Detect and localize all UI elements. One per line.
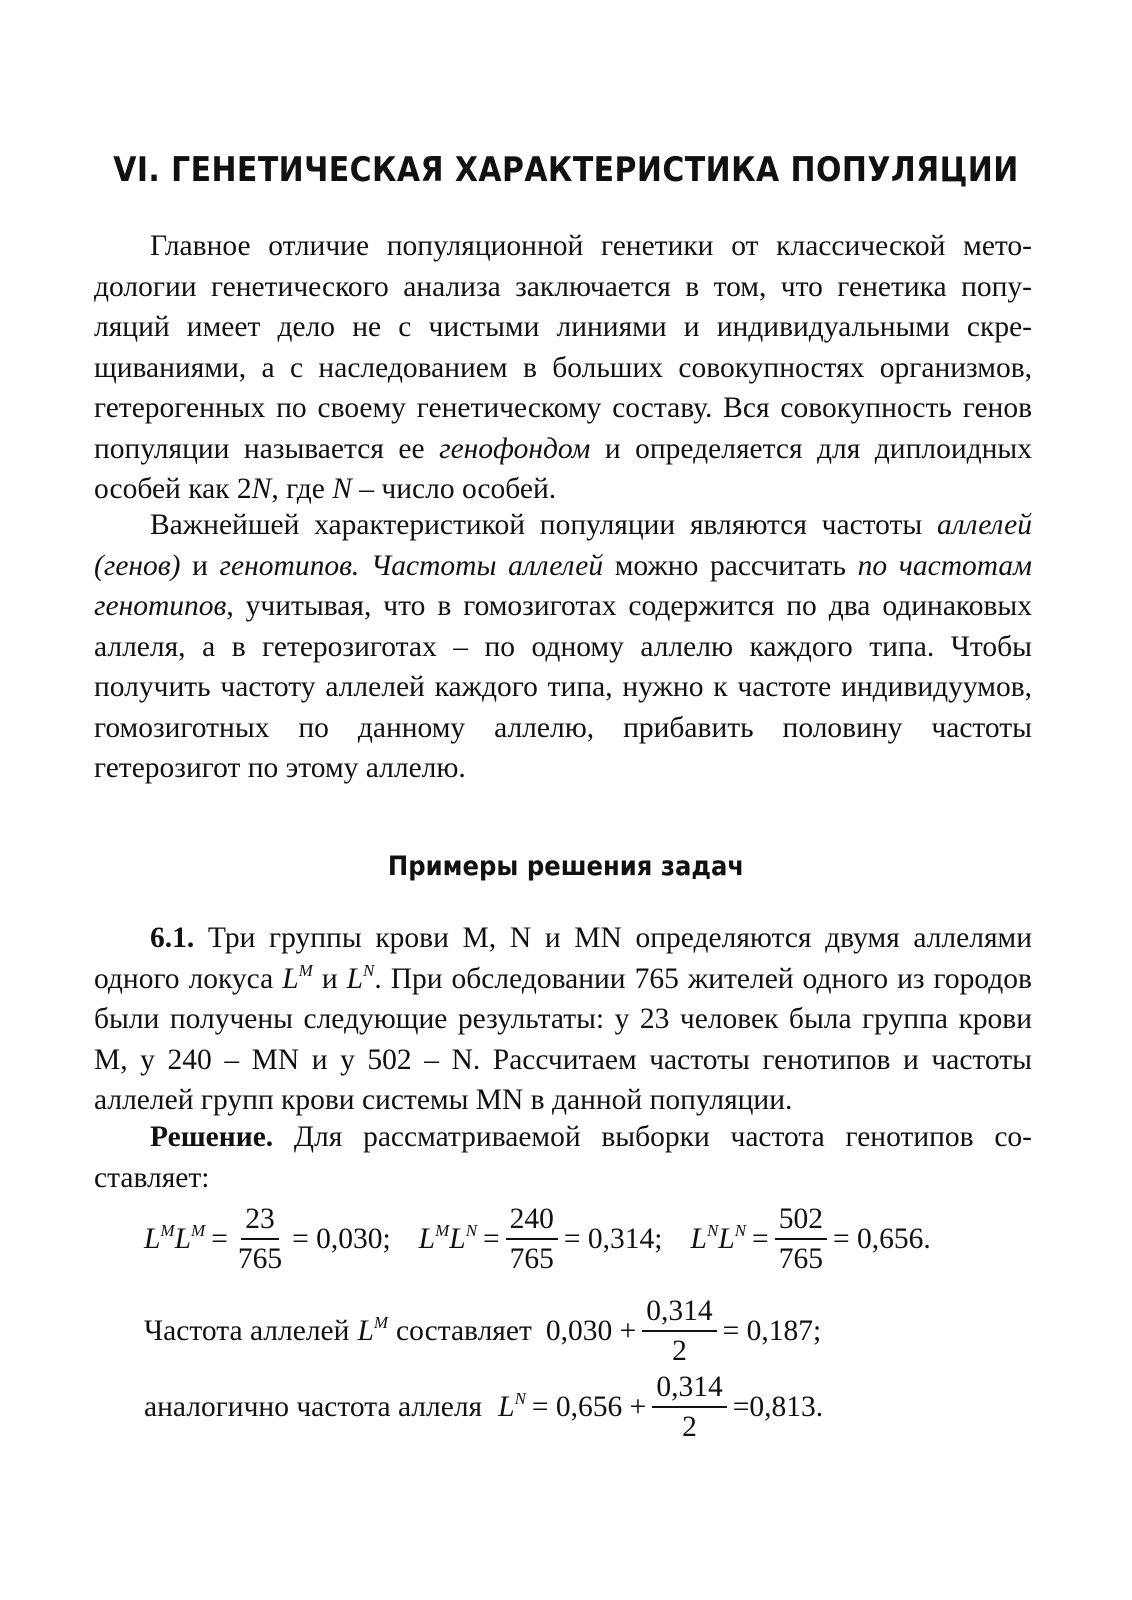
allele-m-frequency bbox=[144, 1296, 821, 1366]
p2-text-a: Важнейшей характеристикой популяции являются частоты bbox=[150, 509, 937, 541]
fraction-mn: $\frac{240}{765}$ bbox=[506, 1204, 558, 1274]
solution-label: Решение. bbox=[150, 1121, 274, 1153]
problem-text-c: . При обследовании 765 жителей одного из городов были получены следующие результаты: у 23 человек была группа крови M, у 240 – MN и у 502 – N. Рассчитаем частоты генотипов и частоты аллелей групп крови системы MN в данной популяции. bbox=[94, 962, 1032, 1116]
chapter-title: VI. ГЕНЕТИЧЕСКАЯ ХАРАКТЕРИСТИКА ПОПУЛЯЦИИ bbox=[113, 150, 1019, 190]
p2-text-b: и bbox=[180, 549, 220, 582]
result-mn: = 0,314; bbox=[563, 1223, 663, 1255]
examples-title: Примеры решения задач bbox=[387, 851, 745, 882]
fraction-nn: $\frac{502}{765}$ bbox=[775, 1204, 827, 1274]
freq-m-verb: составляет bbox=[396, 1315, 532, 1347]
allele-ln-symbol: $L^N$ bbox=[346, 960, 375, 995]
result-nn: = 0,656. bbox=[832, 1223, 931, 1255]
p1-text-a: Главное отличие популяционной генетики от классической методологии генетического анализа заключается в том, что генетика популяций имеет дело не с чистыми линиями и индивидуальными скрещиваниями, а с наследованием в больших совокупностях организмов, гетерогенных по своему генетическому составу. Вся совокупность генов популяции называется ее bbox=[94, 230, 1032, 465]
genotype-lmln: $L^ML^N$ bbox=[418, 1221, 478, 1255]
p2-text-d: , учитывая, что в гомозиготах содержится по два одинаковых аллеля, а в гетерозиготах – по одному аллелю каждого типа. Чтобы получить частоту аллелей каждого типа, нужно к частоте индивидуумов, гомозиготных по данному аллелю, прибавить половину частоты гетерозигот по этому аллелю. bbox=[94, 590, 1032, 784]
fraction-half-heterozygotes: $\frac{0,314}{2}$ bbox=[642, 1296, 716, 1366]
solution-paragraph bbox=[94, 1117, 1032, 1198]
allele-lm-symbol: $L^M$ bbox=[357, 1313, 389, 1347]
freq-m-label: Частота аллелей bbox=[144, 1315, 350, 1347]
problem-paragraph bbox=[94, 918, 1032, 1121]
symbol-n: N bbox=[251, 473, 272, 505]
problem-text-a: Три группы крови M, N и MN определяются двумя аллелями одного локуса bbox=[94, 922, 1032, 995]
solution-text: Для рассматриваемой выборки частота генотипов составляет: bbox=[94, 1121, 1032, 1194]
term-genofond: генофондом bbox=[439, 432, 591, 465]
freq-n-label: аналогично частота аллеля bbox=[144, 1391, 483, 1423]
intro-paragraph-2 bbox=[94, 505, 1032, 789]
equals-sign: = bbox=[752, 1223, 769, 1255]
symbol-n: N bbox=[332, 473, 352, 505]
equals-sign: = bbox=[211, 1223, 228, 1255]
term-by-genotype-freq: по частотам генотипов bbox=[94, 549, 1032, 622]
p1-text-d: – число особей. bbox=[351, 473, 557, 505]
freq-m-base: 0,030 + bbox=[545, 1315, 637, 1347]
fraction-mm: $\frac{23}{765}$ bbox=[237, 1203, 283, 1275]
genotype-lnln: $L^NL^N$ bbox=[690, 1221, 747, 1255]
allele-ln-symbol: $L^N$ bbox=[498, 1389, 526, 1423]
equals-sign: = bbox=[483, 1223, 500, 1255]
freq-n-result: =0,813. bbox=[732, 1391, 824, 1423]
problem-text-b: и bbox=[312, 962, 347, 995]
term-genotypes: генотипов. Частоты аллелей bbox=[219, 549, 604, 582]
genotype-frequency-formulas bbox=[144, 1204, 931, 1274]
term-alleles: аллелей (генов) bbox=[94, 509, 1032, 582]
allele-lm-symbol: $L^M$ bbox=[282, 960, 313, 995]
p1-text-b: и определяется для диплоидных особей как 2 bbox=[94, 432, 1032, 505]
freq-n-base: = 0,656 + bbox=[531, 1391, 647, 1423]
intro-paragraph-1 bbox=[94, 226, 1032, 510]
p1-text-c: , где bbox=[271, 473, 333, 505]
freq-m-result: = 0,187; bbox=[722, 1315, 822, 1347]
problem-number: 6.1. bbox=[150, 922, 195, 954]
allele-n-frequency bbox=[144, 1372, 823, 1442]
result-mm: = 0,030; bbox=[292, 1223, 391, 1255]
p2-text-c: можно рассчитать bbox=[603, 549, 858, 582]
fraction-half-heterozygotes: $\frac{0,314}{2}$ bbox=[652, 1372, 726, 1442]
genotype-lmlm: $L^ML^M$ bbox=[144, 1221, 206, 1255]
